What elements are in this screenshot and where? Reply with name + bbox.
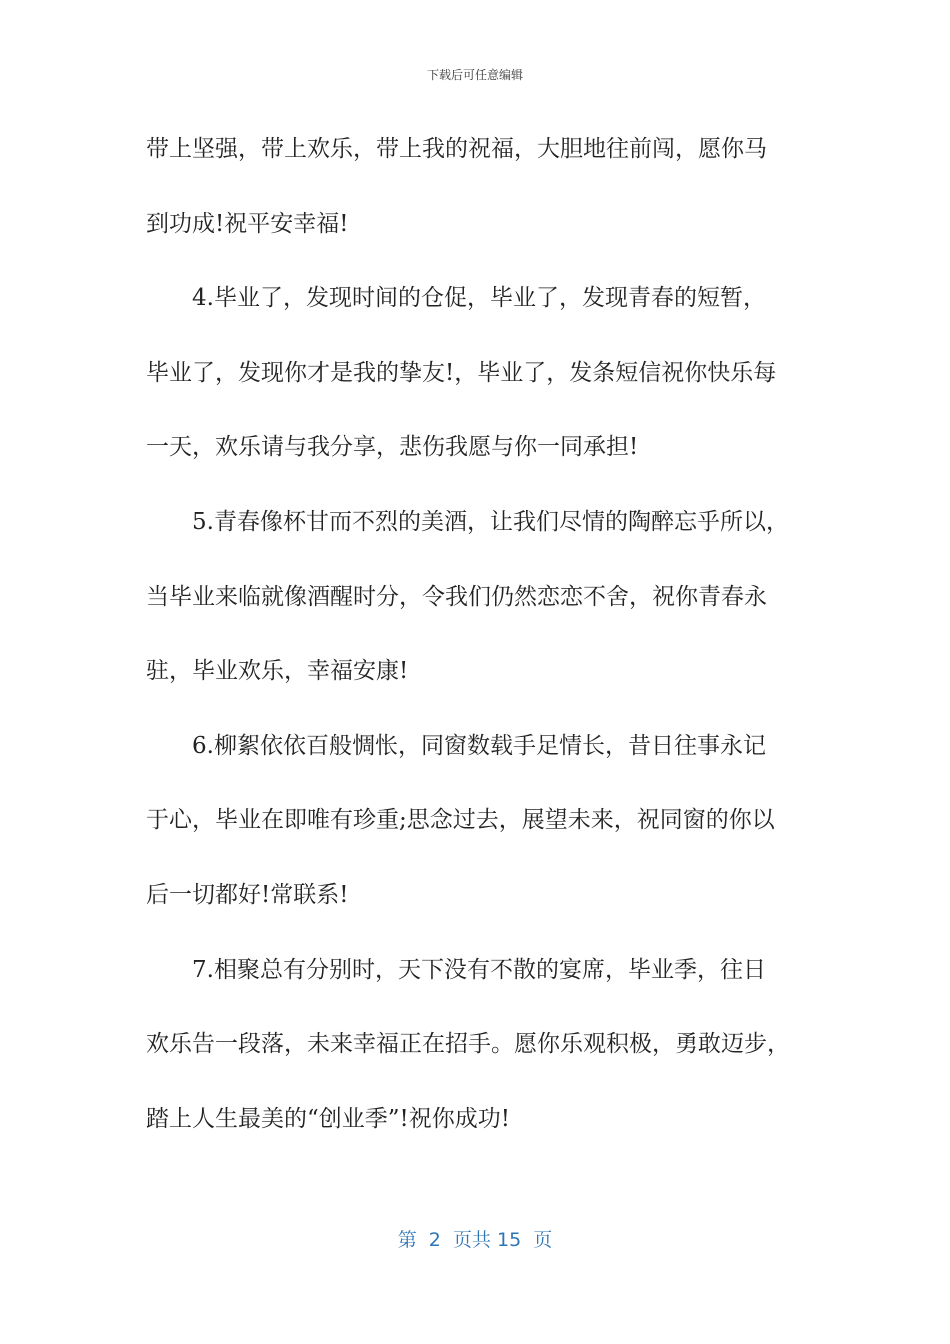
text-line: 当毕业来临就像酒醒时分，令我们仍然恋恋不舍，祝你青春永 — [146, 583, 767, 610]
text-line: 6.柳絮依依百般惆怅，同窗数载手足情长，昔日往事永记 — [192, 732, 766, 759]
document-body — [146, 112, 806, 1156]
text-line: 毕业了，发现你才是我的挚友!，毕业了，发条短信祝你快乐每 — [146, 359, 777, 386]
text-line: 驻，毕业欢乐，幸福安康! — [146, 658, 409, 685]
text-line: 到功成!祝平安幸福! — [146, 210, 349, 237]
text-line: 欢乐告一段落，未来幸福正在招手。愿你乐观积极，勇敢迈步， — [146, 1031, 790, 1058]
text-line: 于心，毕业在即唯有珍重;思念过去，展望未来，祝同窗的你以 — [146, 807, 775, 834]
text-line: 5.青春像杯甘而不烈的美酒，让我们尽情的陶醉忘乎所以， — [192, 508, 789, 535]
text-line: 4.毕业了，发现时间的仓促，毕业了，发现青春的短暂， — [192, 285, 766, 312]
text-line: 后一切都好!常联系! — [146, 881, 349, 908]
page-header: 下载后可任意编辑 — [426, 68, 523, 82]
page-footer: 第 2 页共 15 页 — [397, 1229, 553, 1251]
text-line: 踏上人生最美的“创业季”!祝你成功! — [146, 1105, 511, 1132]
text-line: 带上坚强，带上欢乐，带上我的祝福，大胆地往前闯，愿你马 — [146, 136, 767, 162]
text-line: 一天，欢乐请与我分享，悲伤我愿与你一同承担! — [146, 434, 639, 461]
text-line: 7.相聚总有分别时，天下没有不散的宴席，毕业季，往日 — [192, 956, 766, 983]
